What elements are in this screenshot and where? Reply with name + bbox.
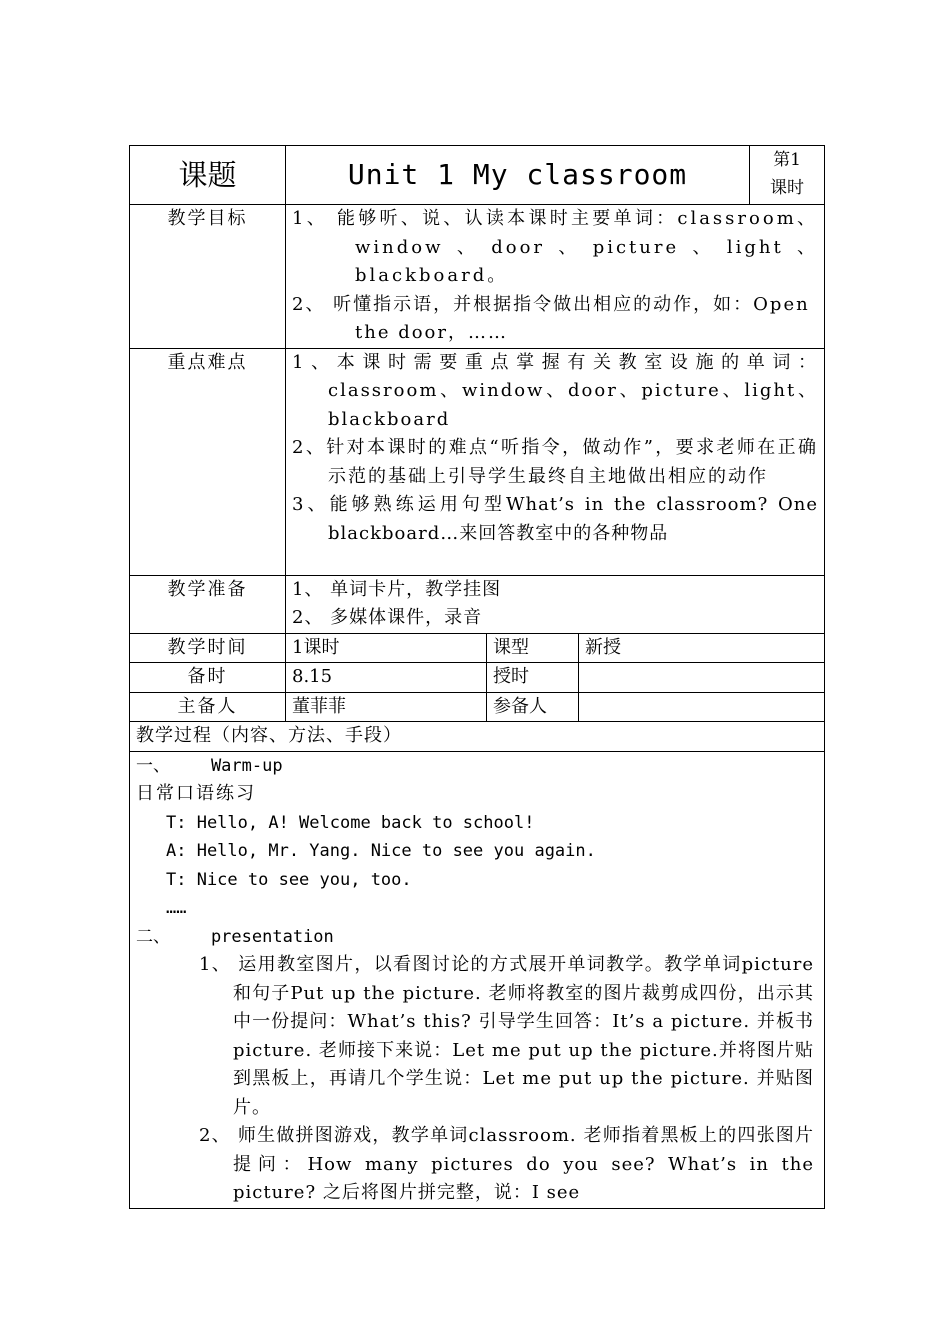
main-preparer-label: 主备人 [130, 692, 286, 722]
presentation-step: 2、 师生做拼图游戏，教学单词classroom. 老师指着黑板上的四张图片提问：How many pictures do you see? What’s in the picture? 之后将图片拼完整，说：I see [199, 1125, 815, 1203]
main-preparer-value: 董菲菲 [286, 692, 487, 722]
lesson-plan-table [129, 145, 825, 1209]
section-warmup-title: 一、 Warm-up [136, 755, 283, 776]
time-label: 教学时间 [130, 633, 286, 663]
objectives-label: 教学目标 [130, 205, 286, 349]
process-heading: 教学过程（内容、方法、手段） [130, 722, 825, 752]
dialogue-line: T: Nice to see you, too. [166, 869, 412, 890]
objective-item: 1、 能够听、说、认读本课时主要单词：classroom、window、door、picture、light、blackboard。 [292, 208, 819, 286]
presentation-step: 1、 运用教室图片，以看图讨论的方式展开单词教学。教学单词picture和句子Put up the picture. 老师将教室的图片裁剪成四份，出示其中一份提问：What’s this? 引导学生回答：It’s a picture. 并板书picture. 老师接下来说：Let me put up the picture.并将图片贴到黑板上，再请几个学生说：Let me put up the picture. 并贴图片。 [199, 954, 815, 1118]
objective-item: 2、 听懂指示语，并根据指令做出相应的动作，如：Open the door，…… [292, 293, 810, 343]
process-content [130, 751, 825, 1208]
topic-label: 课题 [130, 146, 286, 205]
preparation-item: 1、 单词卡片，教学挂图 [292, 578, 502, 600]
lesson-number [750, 146, 825, 205]
lesson-number-line2: 课时 [770, 178, 805, 198]
co-preparer-value [579, 692, 825, 722]
type-label: 课型 [487, 633, 579, 663]
prep-time-label: 备时 [130, 663, 286, 693]
dialogue-line: A: Hello, Mr. Yang. Nice to see you again. [166, 841, 596, 861]
lesson-title: Unit 1 My classroom [286, 146, 750, 205]
oral-practice-title: 日常口语练习 [136, 783, 256, 804]
objectives-content [286, 205, 825, 349]
preparation-label: 教学准备 [130, 575, 286, 633]
key-point-item: 3、能够熟练运用句型What’s in the classroom? One blackboard…来回答教室中的各种物品 [292, 494, 819, 544]
key-points-label: 重点难点 [130, 348, 286, 575]
prep-time-value: 8.15 [286, 663, 487, 693]
time-value: 1课时 [286, 633, 487, 663]
teach-time-label: 授时 [487, 663, 579, 693]
co-preparer-label: 参备人 [487, 692, 579, 722]
preparation-content [286, 575, 825, 633]
type-value: 新授 [579, 633, 825, 663]
key-point-item: 2、针对本课时的难点“听指令，做动作”，要求老师在正确示范的基础上引导学生最终自主地做出相应的动作 [292, 437, 819, 487]
lesson-number-line1: 第1 [773, 150, 801, 170]
preparation-item: 2、 多媒体课件，录音 [292, 607, 483, 628]
dialogue-line: …… [166, 898, 187, 918]
key-points-content [286, 348, 825, 575]
section-presentation-title: 二、 presentation [136, 926, 334, 947]
dialogue-line: T: Hello, A! Welcome back to school! [166, 812, 535, 833]
key-point-item: 1、本课时需要重点掌握有关教室设施的单词：classroom、window、door、picture、light、blackboard [292, 351, 819, 430]
teach-time-value [579, 663, 825, 693]
